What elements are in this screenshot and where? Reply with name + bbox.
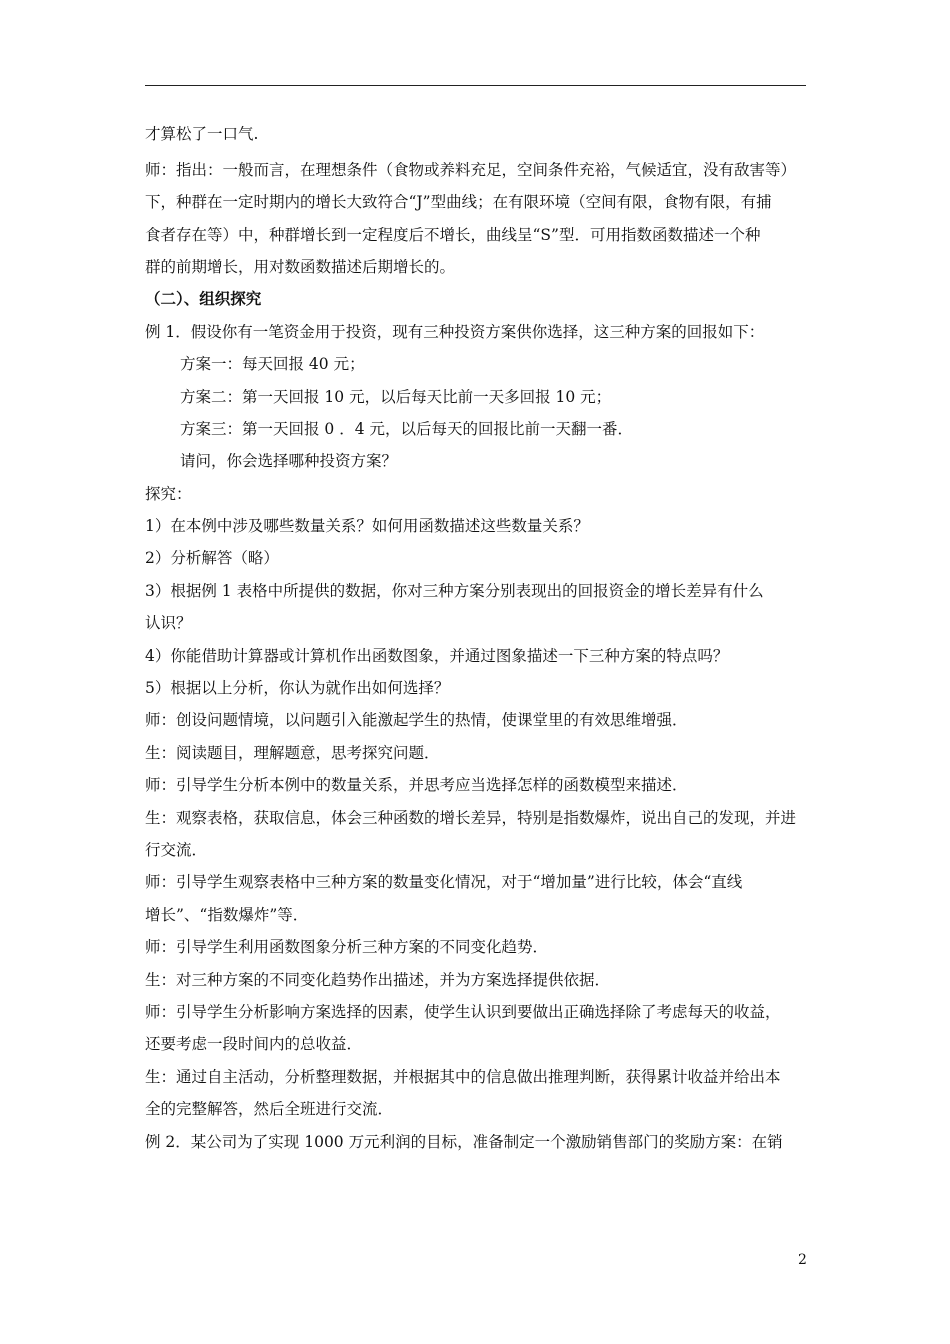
paragraph-line: 增长”、“指数爆炸”等． [145, 905, 309, 924]
paragraph-line: 师：引导学生分析本例中的数量关系，并思考应当选择怎样的函数模型来描述． [145, 776, 688, 795]
paragraph-line: 师：引导学生分析影响方案选择的因素，使学生认识到要做出正确选择除了考虑每天的收益， [145, 1002, 781, 1021]
paragraph-line: 师：创设问题情境，以问题引入能激起学生的热情，使课堂里的有效思维增强． [145, 711, 688, 730]
paragraph-line: 全的完整解答，然后全班进行交流． [145, 1100, 394, 1119]
example-line: 例 2．某公司为了实现 1000 万元利润的目标，准备制定一个激励销售部门的奖励方案：在销 [145, 1132, 783, 1151]
paragraph-line: 行交流． [145, 840, 208, 859]
paragraph-line: 下，种群在一定时期内的增长大致符合“J”型曲线；在有限环境（空间有限，食物有限，有捕 [145, 193, 772, 212]
plan-line: 方案三：第一天回报 0 ．4 元，以后每天的回报比前一天翻一番． [180, 419, 634, 438]
list-item: 2）分析解答（略） [145, 549, 279, 568]
list-item: 1）在本例中涉及哪些数量关系？如何用函数描述这些数量关系？ [145, 517, 589, 536]
paragraph-line: 师：引导学生观察表格中三种方案的数量变化情况，对于“增加量”进行比较，体会“直线 [145, 873, 743, 892]
example-line: 例 1．假设你有一笔资金用于投资，现有三种投资方案供你选择，这三种方案的回报如下： [145, 322, 765, 341]
question-line: 请问，你会选择哪种投资方案？ [180, 452, 398, 471]
plan-line: 方案二：第一天回报 10 元，以后每天比前一天多回报 10 元； [180, 387, 612, 406]
paragraph-line: 群的前期增长，用对数函数描述后期增长的。 [145, 257, 456, 276]
paragraph-line: 还要考虑一段时间内的总收益． [145, 1035, 363, 1054]
list-item: 5）根据以上分析，你认为就作出如何选择？ [145, 679, 450, 698]
page-number: 2 [798, 1252, 807, 1268]
paragraph-line: 生：观察表格，获取信息，体会三种函数的增长差异，特别是指数爆炸，说出自己的发现，并进 [145, 808, 797, 827]
header-rule [145, 85, 806, 86]
list-item: 4）你能借助计算器或计算机作出函数图象，并通过图象描述一下三种方案的特点吗？ [145, 646, 729, 665]
section-heading: （二）、组织探究 [145, 289, 262, 309]
document-body [145, 118, 815, 1158]
paragraph-line: 生：通过自主活动，分析整理数据，并根据其中的信息做出推理判断，获得累计收益并给出本 [145, 1067, 781, 1086]
paragraph-line: 师：引导学生利用函数图象分析三种方案的不同变化趋势． [145, 938, 549, 957]
list-item: 认识？ [145, 614, 192, 633]
paragraph-line: 探究： [145, 484, 192, 503]
list-item: 3）根据例 1 表格中所提供的数据，你对三种方案分别表现出的回报资金的增长差异有什么 [145, 581, 764, 600]
paragraph-line: 食者存在等）中，种群增长到一定程度后不增长，曲线呈“S”型．可用指数函数描述一个种 [145, 225, 761, 244]
paragraph-line: 师：指出：一般而言，在理想条件（食物或养料充足，空间条件充裕，气候适宜，没有敌害等） [145, 160, 797, 179]
plan-line: 方案一：每天回报 40 元； [180, 355, 365, 374]
paragraph-line: 生：阅读题目，理解题意，思考探究问题． [145, 743, 440, 762]
paragraph-line: 才算松了一口气. [145, 125, 259, 143]
paragraph-line: 生：对三种方案的不同变化趋势作出描述，并为方案选择提供依据． [145, 970, 611, 989]
